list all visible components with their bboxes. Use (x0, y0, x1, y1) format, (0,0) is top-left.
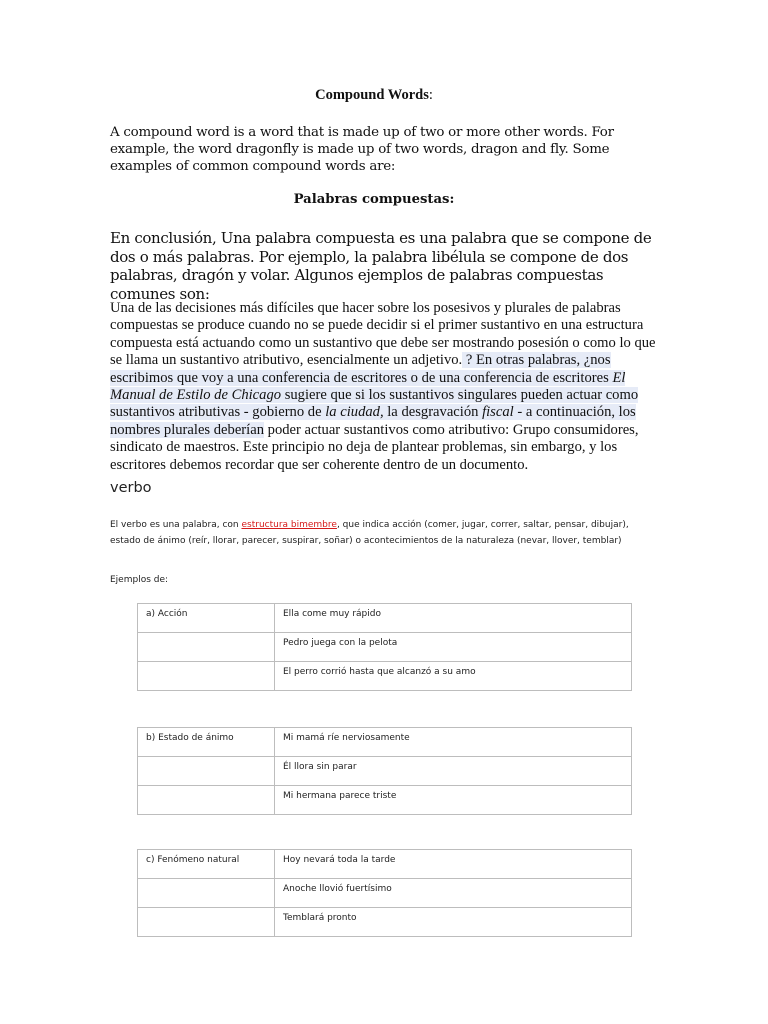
table-empty-cell (138, 879, 275, 908)
verbo-definition (110, 518, 650, 549)
table-example-cell: El perro corrió hasta que alcanzó a su amo (275, 662, 632, 691)
accion-table (137, 603, 632, 691)
verbo-heading: verbo (110, 480, 152, 496)
compound-title-colon: : (428, 87, 433, 103)
table-example-cell: Hoy nevará toda la tarde (275, 850, 632, 879)
table-row (138, 908, 632, 937)
table-category-cell: c) Fenómeno natural (138, 850, 275, 879)
table-row (138, 728, 632, 757)
possessives-text-1: Una de las decisiones más difíciles que hacer sobre los posesivos y plurales de palabras compuestas se produce cuando no se puede decidir si el primer sustantivo en una estructura compuesta está actuando como un sustantivo que debe ser mostrando posesión o como lo que se llama un sustantivo atributivo, esencialmente un adjetivo. (110, 300, 656, 369)
table-row (138, 879, 632, 908)
highlight-part-2: sugiere que si los sustantivos singulares pueden actuar como sustantivos atributivas - gobierno de (110, 387, 639, 421)
compound-words-paragraph: A compound word is a word that is made up of two or more other words. For example, the word dragonfly is made up of two words, dragon and fly. Some examples of common compound words are: (110, 125, 614, 174)
la-ciudad-italic: la ciudad, (325, 404, 384, 421)
table-empty-cell (138, 786, 275, 815)
fenomeno-natural-table (137, 849, 632, 937)
palabras-compuestas-title: Palabras compuestas: (293, 192, 455, 207)
table-empty-cell (138, 757, 275, 786)
table-example-cell: Él llora sin parar (275, 757, 632, 786)
table-example-cell: Mi mamá ríe nerviosamente (275, 728, 632, 757)
chicago-manual-italic: El Manual de Estilo de Chicago (110, 369, 626, 404)
table-example-cell: Anoche llovió fuertísimo (275, 879, 632, 908)
table-category-cell: b) Estado de ánimo (138, 728, 275, 757)
table-row (138, 786, 632, 815)
table-category-cell: a) Acción (138, 604, 275, 633)
compound-words-title (0, 87, 748, 104)
table-row (138, 604, 632, 633)
palabras-compuestas-paragraph: En conclusión, Una palabra compuesta es una palabra que se compone de dos o más palabras. Por ejemplo, la palabra libélula se compone de dos palabras, dragón y volar. Algunos ejemplos de palabras compuestas comunes son: (110, 229, 652, 303)
table-example-cell: Mi hermana parece triste (275, 786, 632, 815)
table-row (138, 633, 632, 662)
possessives-text-2: poder actuar sustantivos como atributivo: Grupo consumidores, sindicato de maestros. Este principio no deja de plantear problemas, sin embargo, y los escritores debemos recordar que ser coherente dentro de un documento. (110, 421, 639, 473)
fiscal-italic: fiscal (482, 404, 514, 421)
possessives-paragraph (110, 300, 658, 474)
verbo-text-after: , que indica acción (comer, jugar, correr, saltar, pensar, dibujar), estado de ánimo (reír, llorar, parecer, suspirar, soñar) o acontecimientos de la naturaleza (nevar, llover, temblar) (110, 520, 629, 546)
estructura-bimembre-link[interactable]: estructura bimembre (241, 520, 337, 530)
table-example-cell: Pedro juega con la pelota (275, 633, 632, 662)
compound-title-text: Compound Words (315, 87, 429, 103)
table-example-cell: Temblará pronto (275, 908, 632, 937)
ejemplos-label: Ejemplos de: (110, 575, 169, 585)
highlight-part-3: la desgravación (383, 404, 483, 421)
table-row (138, 662, 632, 691)
table-empty-cell (138, 662, 275, 691)
table-empty-cell (138, 633, 275, 662)
estado-de-animo-table (137, 727, 632, 815)
table-example-cell: Ella come muy rápido (275, 604, 632, 633)
highlight-part-4: - a continuación, los nombres plurales deberían (110, 404, 636, 438)
table-row (138, 850, 632, 879)
table-empty-cell (138, 908, 275, 937)
table-row (138, 757, 632, 786)
highlight-part-1: ? En otras palabras, ¿nos escribimos que voy a una conferencia de escritores o de una conferencia de escritores (110, 352, 613, 386)
verbo-text-before: El verbo es una palabra, con (110, 520, 242, 530)
